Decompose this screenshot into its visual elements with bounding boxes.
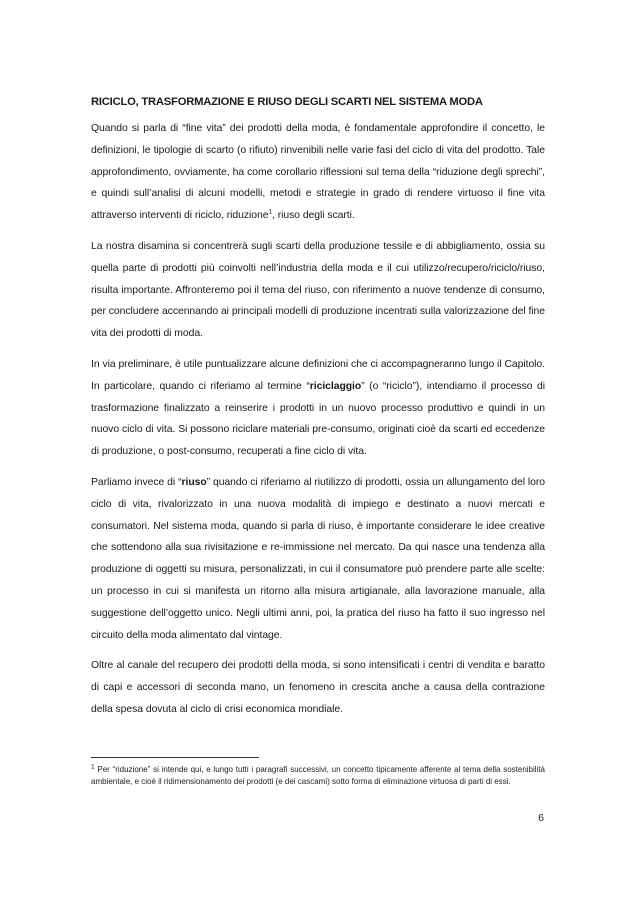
paragraph-intro-tail: , riuso degli scarti.: [272, 210, 355, 222]
paragraph-riuso-text: Parliamo invece di “: [91, 476, 182, 488]
paragraph-riuso-tail: ” quando ci riferiamo al riutilizzo di prodotti, ossia un allungamento del loro ciclo di vita, rivalorizzato in una nuova modalità di impiego e destinato a nuovi mercati e consumatori. Nel sistema moda, quando si parla di riuso, è importante considerare le idee creative che sottendono alla sua rivisitazione e re-immissione nel mercato. Da qui nasce una tendenza alla produzione di oggetti su misura, personalizzati, in cui il consumatore può prendere parte alle scelte: un processo in cui si manifesta un ritorno alla misura artigianale, alla lavorazione manuale, alla suggestione dell’oggetto unico. Negli ultimi anni, poi, la pratica del riuso ha fatto il suo ingresso nel circuito della moda alimentato dal vintage.: [91, 476, 545, 641]
footnote-separator: [91, 757, 259, 758]
footnote-text: Per “riduzione” si intende qui, e lungo tutti i paragrafi successivi, un concetto tipicamente afferente al tema della sostenibilità ambientale, e cioè il ridimensionamento dei prodotti (e dei cascami) sotto forma di eliminazione virtuosa di parti di essi.: [91, 765, 545, 786]
paragraph-riuso: [91, 472, 545, 646]
footnote-reference[interactable]: 1: [268, 208, 273, 216]
section-heading: RICICLO, TRASFORMAZIONE E RIUSO DEGLI SCARTI NEL SISTEMA MODA: [91, 96, 483, 108]
paragraph-riciclaggio-text: In via preliminare, è utile puntualizzare alcune definizioni che ci accompagneranno lungo il Capitolo. In particolare, quando ci riferiamo al termine “: [91, 358, 545, 392]
paragraph-second-hand: Oltre al canale del recupero dei prodotti della moda, si sono intensificati i centri di vendita e baratto di capi e accessori di seconda mano, un fenomeno in crescita anche a causa della contrazione della spesa dovuta al ciclo di crisi economica mondiale.: [91, 660, 545, 715]
paragraph-intro: [91, 118, 545, 227]
paragraph-intro-text: Quando si parla di “fine vita” dei prodotti della moda, è fondamentale approfondire il concetto, le definizioni, le tipologie di scarto (o rifiuto) rinvenibili nelle varie fasi del ciclo di vita del prodotto. Tale approfondimento, ovviamente, ha come corollario riflessioni sul tema della “riduzione degli sprechi”, e quindi sull’analisi di alcuni modelli, metodi e strategie in grado di rendere virtuoso il fine vita attraverso interventi di riciclo, riduzione: [91, 123, 545, 222]
footnote: [91, 764, 545, 787]
body-text: [91, 118, 545, 730]
paragraph-scope: La nostra disamina si concentrerà sugli scarti della produzione tessile e di abbigliamento, ossia su quella parte di prodotti più coinvolti nell’industria della moda e il cui utilizzo/recupero/riciclo/riuso, risulta importante. Affronteremo poi il tema del riuso, con riferimento a nuove tendenze di consumo, per concludere accennando ai principali modelli di produzione incentrati sulla valorizzazione del fine vita dei prodotti di moda.: [91, 240, 545, 340]
term-riuso: riuso: [181, 476, 207, 488]
term-riciclaggio: riciclaggio: [309, 380, 362, 392]
paragraph-riciclaggio: [91, 354, 545, 463]
paragraph-riciclaggio-tail: ” (o “riciclo”), intendiamo il processo di trasformazione finalizzato a reinserire i prodotti in un nuovo processo produttivo e quindi in un nuovo ciclo di vita. Si possono riciclare materiali pre-consumo, originati cioè da scarti ed eccedenze di produzione, o post-consumo, recuperati a fine ciclo di vita.: [91, 380, 545, 458]
footnote-mark: 1: [91, 763, 95, 771]
page-number: 6: [538, 812, 544, 824]
